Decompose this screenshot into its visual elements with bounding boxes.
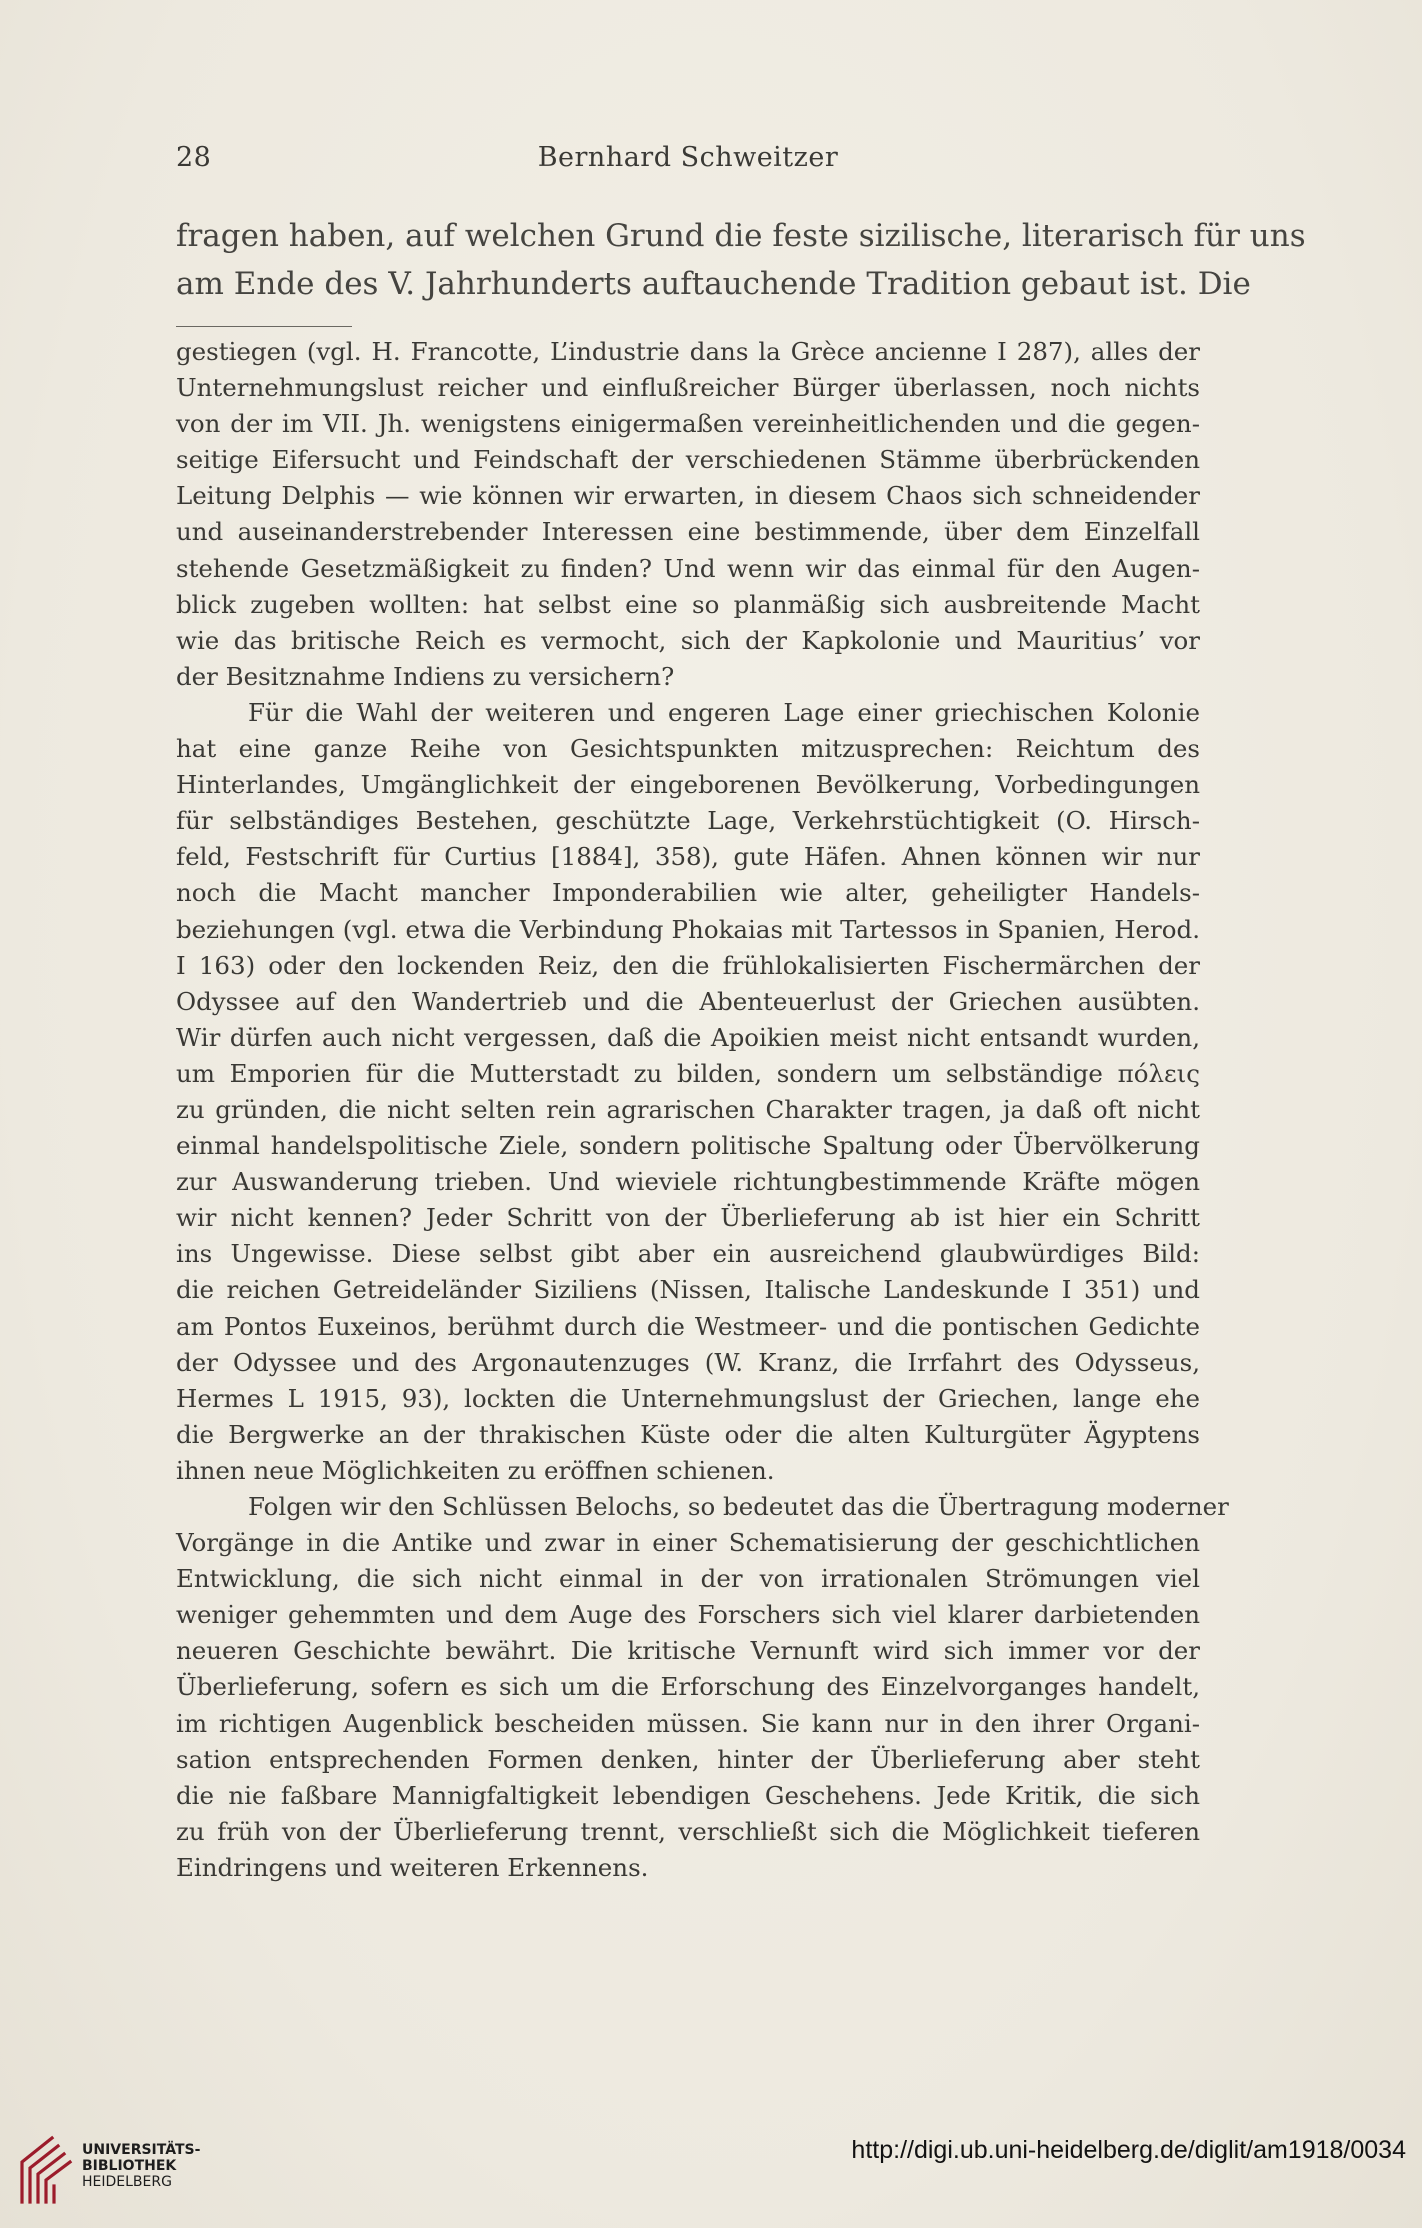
footnote-line: sation entsprechenden Formen denken, hinter der Überlieferung aber steht xyxy=(176,1744,1200,1774)
footnote-line: ihnen neue Möglichkeiten zu eröffnen schienen. xyxy=(176,1455,775,1485)
footnote-line: Für die Wahl der weiteren und engeren Lage einer griechischen Kolonie xyxy=(248,697,1200,727)
footnote-text xyxy=(176,334,1229,1886)
footnote-line: wir nicht kennen? Jeder Schritt von der Überlieferung ab ist hier ein Schritt xyxy=(176,1203,1200,1233)
footnote-line: um Emporien für die Mutterstadt zu bilden, sondern um selbständige πόλεις xyxy=(176,1058,1200,1088)
main-text-line: fragen haben, auf welchen Grund die feste sizilische, literarisch für uns xyxy=(176,218,1306,254)
library-name-line: HEIDELBERG xyxy=(82,2174,172,2190)
running-header xyxy=(176,142,1200,182)
footnote-line: gestiegen (vgl. H. Francotte, L’industrie dans la Grèce ancienne I 287), alles der xyxy=(176,337,1200,366)
footnote-line: der Besitznahme Indiens zu versichern? xyxy=(176,661,675,691)
footnote-separator xyxy=(176,326,352,327)
footnote-line: zu früh von der Überlieferung trennt, verschließt sich die Möglichkeit tieferen xyxy=(176,1816,1200,1846)
footnote-line: für selbständiges Bestehen, geschützte Lage, Verkehrstüchtigkeit (O. Hirsch- xyxy=(176,806,1200,836)
running-head-author: Bernhard Schweitzer xyxy=(537,142,839,173)
footnote-line: I 163) oder den lockenden Reiz, den die frühlokalisierten Fischermärchen der xyxy=(176,950,1200,980)
footnote-line: Leitung Delphis — wie können wir erwarten, in diesem Chaos sich schneidender xyxy=(176,481,1200,511)
library-name-line: UNIVERSITÄTS- xyxy=(82,2142,201,2158)
footnote-line: neueren Geschichte bewährt. Die kritische Vernunft wird sich immer vor der xyxy=(176,1636,1200,1666)
footnote-line: Entwicklung, die sich nicht einmal in der von irrationalen Strömungen viel xyxy=(176,1564,1200,1594)
footnote-line: feld, Festschrift für Curtius [1884], 358), gute Häfen. Ahnen können wir nur xyxy=(176,842,1200,872)
main-text-line: am Ende des V. Jahrhunderts auftauchende Tradition gebaut ist. Die xyxy=(176,266,1251,302)
footnote-line: stehende Gesetzmäßigkeit zu finden? Und wenn wir das einmal für den Augen- xyxy=(176,553,1200,583)
footnote-line: Hinterlandes, Umgänglichkeit der eingeborenen Bevölkerung, Vorbedingungen xyxy=(176,770,1200,800)
library-name-line: BIBLIOTHEK xyxy=(82,2158,177,2174)
footnote-line: Odyssee auf den Wandertrieb und die Abenteuerlust der Griechen ausübten. xyxy=(176,986,1200,1016)
footnote-line: die reichen Getreideländer Siziliens (Nissen, Italische Landeskunde I 351) und xyxy=(176,1275,1200,1305)
footnote-line: wie das britische Reich es vermocht, sich der Kapkolonie und Mauritius’ vor xyxy=(176,625,1200,655)
footnote-line: die nie faßbare Mannigfaltigkeit lebendigen Geschehens. Jede Kritik, die sich xyxy=(176,1780,1200,1810)
footnote-line: hat eine ganze Reihe von Gesichtspunkten mitzusprechen: Reichtum des xyxy=(176,734,1200,764)
footnote-line: einmal handelspolitische Ziele, sondern politische Spaltung oder Übervölkerung xyxy=(176,1131,1200,1161)
footnote-line: beziehungen (vgl. etwa die Verbindung Phokaias mit Tartessos in Spanien, Herod. xyxy=(176,914,1200,944)
footnote-line: der Odyssee und des Argonautenzuges (W. Kranz, die Irrfahrt des Odysseus, xyxy=(176,1347,1200,1377)
footnote-line: im richtigen Augenblick bescheiden müssen. Sie kann nur in den ihrer Organi- xyxy=(176,1708,1200,1738)
footnote-line: Wir dürfen auch nicht vergessen, daß die Apoikien meist nicht entsandt wurden, xyxy=(176,1022,1200,1052)
footnote-line: Folgen wir den Schlüssen Belochs, so bedeutet das die Übertragung moderner xyxy=(248,1492,1229,1521)
digitization-footer xyxy=(0,2120,1422,2228)
footnote-line: seitige Eifersucht und Feindschaft der verschiedenen Stämme überbrückenden xyxy=(176,445,1200,475)
library-name xyxy=(82,2142,200,2190)
footnote-line: und auseinanderstrebender Interessen eine bestimmende, über dem Einzelfall xyxy=(176,517,1200,547)
footnote-line: Unternehmungslust reicher und einflußreicher Bürger überlassen, noch nichts xyxy=(176,373,1200,403)
main-text xyxy=(176,212,1306,308)
footnote-line: noch die Macht mancher Imponderabilien wie alter, geheiligter Handels- xyxy=(176,878,1200,908)
footnote-line: zu gründen, die nicht selten rein agrarischen Charakter tragen, ja daß oft nicht xyxy=(176,1094,1200,1124)
footnote-line: zur Auswanderung trieben. Und wieviele richtungbestimmende Kräfte mögen xyxy=(176,1167,1200,1197)
footnote-line: blick zugeben wollten: hat selbst eine so planmäßig sich ausbreitende Macht xyxy=(176,589,1200,619)
footnote-line: am Pontos Euxeinos, berühmt durch die Westmeer- und die pontischen Gedichte xyxy=(176,1311,1200,1341)
source-url-link[interactable]: http://digi.ub.uni-heidelberg.de/diglit/am1918/0034 xyxy=(851,2136,1406,2164)
footnote-line: ins Ungewisse. Diese selbst gibt aber ein ausreichend glaubwürdiges Bild: xyxy=(176,1239,1200,1269)
footnote-line: die Bergwerke an der thrakischen Küste oder die alten Kulturgüter Ägyptens xyxy=(176,1419,1200,1449)
footnote-line: von der im VII. Jh. wenigstens einigermaßen vereinheitlichenden und die gegen- xyxy=(176,409,1200,439)
footnote-line: weniger gehemmten und dem Auge des Forschers sich viel klarer darbietenden xyxy=(176,1600,1200,1630)
page-number: 28 xyxy=(176,142,212,173)
footnote-line: Hermes L 1915, 93), lockten die Unternehmungslust der Griechen, lange ehe xyxy=(176,1383,1200,1413)
library-logo-icon xyxy=(14,2132,74,2208)
footnote-line: Vorgänge in die Antike und zwar in einer Schematisierung der geschichtlichen xyxy=(176,1528,1200,1558)
footnote-line: Überlieferung, sofern es sich um die Erforschung des Einzelvorganges handelt, xyxy=(176,1672,1200,1702)
footnote-line: Eindringens und weiteren Erkennens. xyxy=(176,1852,649,1882)
